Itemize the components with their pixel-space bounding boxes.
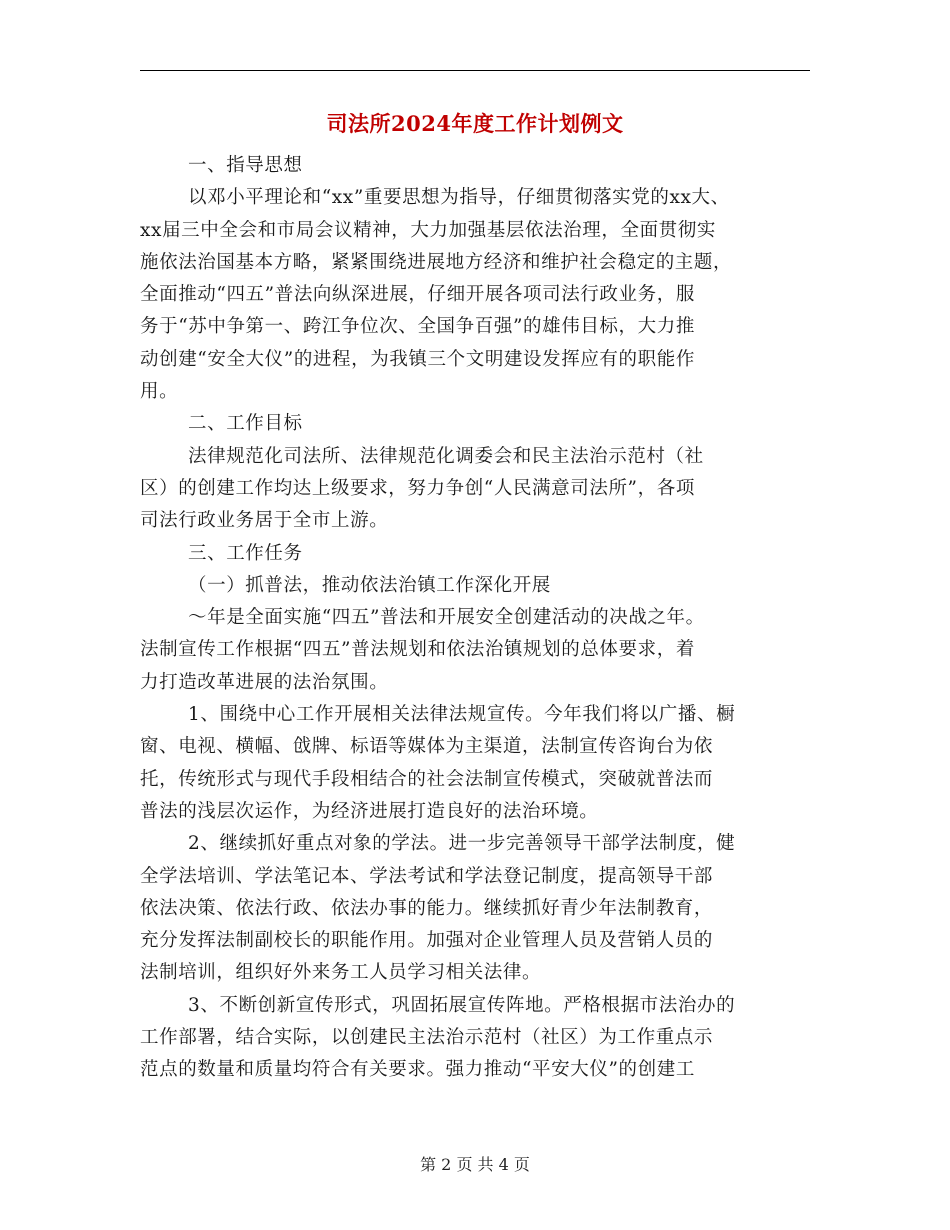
text-line: 全学法培训、学法笔记本、学法考试和学法登记制度，提高领导干部	[140, 865, 714, 887]
text-line: xx届三中全会和市局会议精神，大力加强基层依法治理，全面贯彻实	[140, 219, 716, 241]
text-line: 区）的创建工作均达上级要求，努力争创“人民满意司法所”，各项	[140, 477, 695, 499]
text-line: 1、围绕中心工作开展相关法律法规宣传。今年我们将以广播、橱	[188, 704, 736, 726]
text-line: 动创建“安全大仪”的进程，为我镇三个文明建设发挥应有的职能作	[140, 348, 695, 370]
header-rule	[140, 70, 810, 71]
text-line: 法制宣传工作根据“四五”普法规划和依法治镇规划的总体要求，着	[140, 639, 695, 661]
text-line: 一、指导思想	[188, 155, 303, 176]
text-line: 二、工作目标	[188, 413, 303, 435]
text-line: 普法的浅层次运作，为经济进展打造良好的法治环境。	[140, 800, 599, 822]
text-line: 工作部署，结合实际，以创建民主法治示范村（社区）为工作重点示	[140, 1027, 714, 1049]
text-line: 3、不断创新宣传形式，巩固拓展宣传阵地。严格根据市法治办的	[188, 994, 736, 1016]
document-title: 司法所2024年度工作计划例文	[326, 111, 624, 136]
text-line: 2、继续抓好重点对象的学法。进一步完善领导干部学法制度，健	[188, 833, 736, 855]
text-line: 三、工作任务	[188, 542, 303, 564]
text-line: 法制培训，组织好外来务工人员学习相关法律。	[140, 962, 542, 984]
text-line: 施依法治国基本方略，紧紧围绕进展地方经济和维护社会稳定的主题，	[140, 251, 733, 273]
text-line: 充分发挥法制副校长的职能作用。加强对企业管理人员及营销人员的	[140, 930, 714, 952]
text-line: 范点的数量和质量均符合有关要求。强力推动“平安大仪”的创建工	[140, 1059, 695, 1081]
text-line: 用。	[140, 381, 179, 403]
text-line: 托，传统形式与现代手段相结合的社会法制宣传模式，突破就普法而	[140, 768, 714, 790]
text-line: 以邓小平理论和“xx”重要思想为指导，仔细贯彻落实党的xx大、	[188, 187, 730, 209]
document-body	[140, 150, 820, 1087]
text-line: ～年是全面实施“四五”普法和开展安全创建活动的决战之年。	[188, 607, 705, 629]
text-line: （一）抓普法，推动依法治镇工作深化开展	[188, 574, 551, 596]
text-line: 务于“苏中争第一、跨江争位次、全国争百强”的雄伟目标，大力推	[140, 316, 695, 338]
page-footer: 第 2 页 共 4 页	[420, 1155, 530, 1174]
text-line: 依法决策、依法行政、依法办事的能力。继续抓好青少年法制教育，	[140, 897, 714, 919]
text-line: 法律规范化司法所、法律规范化调委会和民主法治示范村（社	[188, 445, 704, 467]
text-line: 窗、电视、横幅、戗牌、标语等媒体为主渠道，法制宣传咨询台为依	[140, 736, 714, 758]
text-line: 全面推动“四五”普法向纵深进展，仔细开展各项司法行政业务，服	[140, 284, 695, 306]
text-line: 力打造改革进展的法治氛围。	[140, 671, 389, 693]
text-line: 司法行政业务居于全市上游。	[140, 510, 389, 532]
